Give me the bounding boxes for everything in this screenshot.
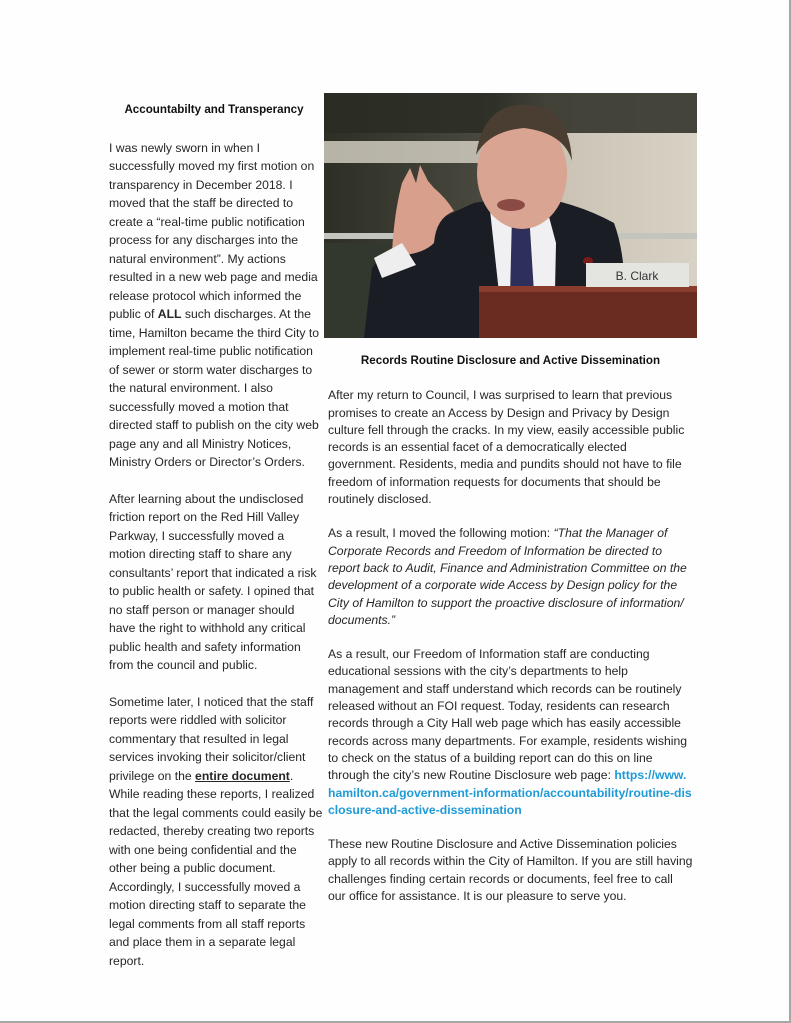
paragraph: Sometime later, I noticed that the staff reports were riddled with solicitor commentary that resulted in legal services invoking their solicitor/client privilege on the entire document. While reading these reports, I realized that the legal comments could easily be redacted, thereby creating two reports with one being confidential and the other being a public document. Accordingly, I successfully moved a motion directing staff to separate the legal comments from all staff reports and place them in a separate legal report. [109,694,323,968]
right-column [328,352,693,922]
routine-disclosure-link[interactable]: https://www.hamilton.ca/government-information/accountability/routine-disclosure-and-active-dissemination [328,768,692,817]
emphasis-entire-document: entire document [195,768,290,783]
section-heading-records: Records Routine Disclosure and Active Dissemination [360,354,661,367]
nameplate-text: B. Clark [615,269,659,283]
paragraph: As a result, our Freedom of Information staff are conducting educational sessions with the city’s departments to help management and staff understand which records can be routinely released without an FOI request. Today, residents can research records through a City Hall web page which has easily accessible records across many departments. For example, residents wishing to check on the status of a building report can do this on line through the city’s new Routine Disclosure web page: https://www.hamilton.ca/government-information/accountability/routine-disclosure-and-active-dissemination [328,647,692,817]
emphasis-all: ALL [157,307,182,321]
section-heading-accountability: Accountabilty and Transperancy [124,103,304,116]
left-column [109,101,323,988]
paragraph: After learning about the undisclosed friction report on the Red Hill Valley Parkway, I successfully moved a motion directing staff to share any consultants’ report that indicated a risk to public health or safety. I opined that no staff person or manager should have the right to withhold any critical public health and safety information from the council and public. [109,491,317,672]
photo-image [324,93,697,338]
motion-quote: “That the Manager of Corporate Records and Freedom of Information be directed to report back to Audit, Finance and Administration Committee on the development of a corporate wide Access by Design policy for the City of Hamilton to support the proactive disclosure of information/ documents.” [328,526,687,627]
councillor-photo [324,93,697,338]
paragraph: As a result, I moved the following motion: “That the Manager of Corporate Records and Freedom of Information be directed to report back to Audit, Finance and Administration Committee on the development of a corporate wide Access by Design policy for the City of Hamilton to support the proactive disclosure of information/ documents.” [328,526,687,627]
paragraph: I was newly sworn in when I successfully moved my first motion on transparency in December 2018. I moved that the staff be directed to create a “real-time public notification process for any discharges into the natural environment”. My actions resulted in a new web page and media release protocol which informed the public of ALL such discharges. At the time, Hamilton became the third City to implement real-time public notification of sewer or storm water discharges to the natural environment. I also successfully moved a motion that directed staff to publish on the city web page any and all Ministry Notices, Ministry Orders or Director’s Orders. [109,140,319,469]
paragraph: These new Routine Disclosure and Active Dissemination policies apply to all records within the City of Hamilton. If you are still having challenges finding certain records or documents, feel free to call our office for assistance. It is our pleasure to serve you. [328,837,693,904]
paragraph: After my return to Council, I was surprised to learn that previous promises to create an Access by Design and Privacy by Design culture fell through the cracks. In my view, easily accessible public records is an essential facet of a democratically elected government. Residents, media and pundits should not have to file freedom of information requests for documents that should be routinely disclosed. [328,388,685,507]
